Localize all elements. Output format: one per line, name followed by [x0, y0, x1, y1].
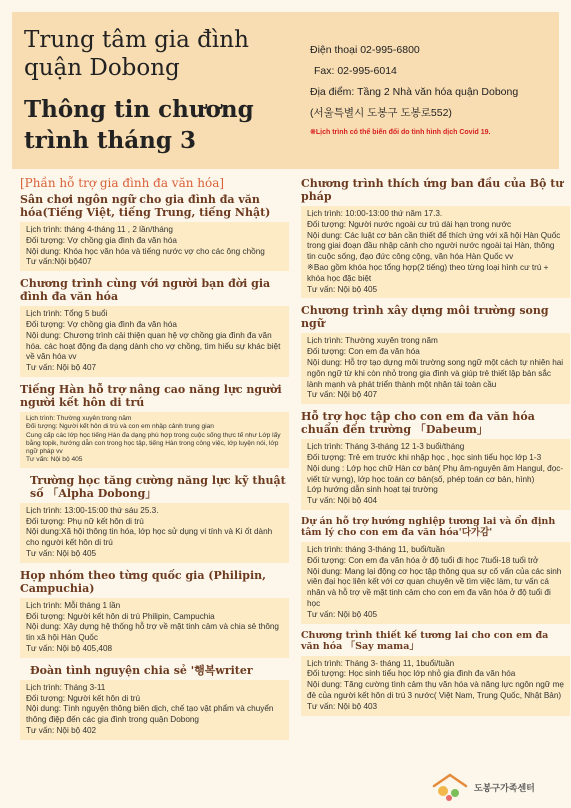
family-center-logo-icon [430, 772, 470, 802]
contact-text: Tư vấn: Nội bộ 407 [26, 363, 97, 373]
family-center-logo [430, 772, 556, 802]
program-partner [20, 277, 289, 377]
center-title: Trung tâm gia đình quận Dobong [24, 27, 249, 81]
schedule-text: Lịch trình: Tháng 3-tháng 12 1-3 buổi/tháng [307, 442, 465, 452]
contact-text: Tư vấn: Nội bộ 403 [307, 701, 378, 711]
address-text: Địa điểm: Tầng 2 Nhà văn hóa quận Dobong [310, 86, 519, 98]
program-title: Chương trình cùng với người bạn đời gia đình đa văn hóa [20, 277, 271, 304]
left-column [20, 177, 289, 746]
fax-text: Fax: 02-995-6014 [314, 65, 397, 77]
schedule-text: Lịch trình: Tháng 3- tháng 11, 1buổi/tuần [307, 658, 455, 668]
target-text: Đối tượng: Học sinh tiểu học lớp nhỏ gia đình đa văn hóa [307, 669, 516, 679]
schedule-text: Lịch trình: tháng 4-tháng 11 , 2 lần/tháng [26, 225, 173, 234]
target-text: Đối tượng: Trẻ em trước khi nhập học , học sinh tiểu học lớp 1-3 [307, 452, 542, 462]
program-details [20, 412, 289, 468]
program-details [301, 656, 570, 716]
program-details [20, 222, 289, 271]
program-details [20, 598, 289, 658]
schedule-text: Lịch trình: Thường xuyên trong năm [26, 414, 132, 422]
program-details [20, 306, 289, 377]
program-details [301, 542, 570, 624]
program-korean [20, 383, 289, 468]
note-text: ※Bao gồm khóa học tổng hợp(2 tiếng) theo từng loại hình cư trú + khóa học đặc biệt [307, 262, 549, 283]
program-title: Đoàn tình nguyện chia sẻ '행복writer [30, 663, 253, 677]
target-text: Đối tượng: Phụ nữ kết hôn di trú [26, 516, 144, 526]
program-volunteer [20, 664, 289, 740]
right-column [301, 177, 570, 722]
program-early-adaptation [301, 177, 570, 298]
address-korean-text: (서울특별시 도봉구 도봉로552) [310, 107, 452, 119]
program-country-group [20, 569, 289, 658]
content-text: Nội dung: Xây dựng hệ thống hỗ trợ về mặt tinh cảm và chia sẻ thông tin xã hội Hàn Quốc [26, 622, 279, 643]
contact-text: Tư vấn: Nội bộ 407 [307, 390, 378, 400]
program-details [301, 206, 570, 298]
program-digital [20, 474, 289, 563]
program-details [301, 439, 570, 510]
content-text: Nội dung: Hỗ trợ tạo dựng môi trường song ngữ một cách tự nhiên hai ngôn ngữ từ khi còn nhỏ trong gia đình và giúp trẻ thiết lập bản sắc lành mạnh và phát triển thành một nhân tài toàn cầu [307, 357, 564, 389]
program-details [20, 503, 289, 563]
program-title: Chương trình thiết kế tương lai cho con em đa văn hóa 「Say mama」 [301, 629, 549, 653]
contact-text: Tư vấn:Nội bộ407 [26, 257, 92, 267]
schedule-text: Lịch trình: 13:00-15:00 thứ sáu 25.3. [26, 505, 159, 515]
target-text: Đối tượng: Vợ chồng gia đình đa văn hóa [26, 235, 177, 245]
program-dabeum [301, 410, 570, 510]
program-title: Thông tin chương trình tháng 3 [24, 96, 254, 154]
schedule-text: Lịch trình: Tổng 5 buổi [26, 309, 108, 319]
covid-note: ※Lịch trình có thể biến đổi do tình hình dịch Covid 19. [310, 129, 491, 136]
target-text: Đối tượng: Con em đa văn hóa ở độ tuổi đi học 7tuổi-18 tuổi trở [307, 555, 539, 565]
target-text: Đối tượng: Người nước ngoài cư trú dài hạn trong nước [307, 219, 512, 229]
target-text: Đối tượng: Con em đa văn hóa [307, 347, 420, 357]
content-text: Nội dung:Xã hội thông tin hóa, lớp học sử dụng vi tính và Ki ốt dành cho người kết hôn di trú [26, 527, 273, 548]
program-bilingual [301, 304, 570, 404]
category-title: [Phần hỗ trợ gia đình đa văn hóa] [20, 176, 225, 190]
contact-text: Tư vấn: Nội bộ 405 [307, 609, 378, 619]
program-title: Dự án hỗ trợ hướng nghiệp tương lai và ổn định tâm lý cho con em đa văn hóa'다가감' [301, 515, 556, 539]
program-title: Chương trình xây dựng môi trường song ngữ [301, 304, 549, 331]
program-title: Tiếng Hàn hỗ trợ nâng cao năng lực người người kết hôn di trú [20, 382, 282, 409]
schedule-text: Lịch trình: tháng 3-tháng 11, buổi/tuần [307, 544, 445, 554]
program-career-support [301, 516, 570, 624]
program-title: Họp nhóm theo từng quốc gia (Philipin, Campuchia) [20, 568, 266, 595]
program-title: Hỗ trợ học tập cho con em đa văn hóa chuẩn đến trường 「Dabeum」 [301, 410, 535, 437]
program-details [20, 680, 289, 740]
content-text-extra: Lớp hướng dẫn sinh hoạt tại trường [307, 485, 438, 495]
contact-text: Tư vấn: Nội bộ 405 [307, 284, 378, 294]
program-title: Trường học tăng cường năng lực kỹ thuật số 「Alpha Dobong」 [30, 473, 286, 500]
program-details [301, 333, 570, 404]
family-center-logo-text: 도봉구가족센터 [474, 783, 535, 793]
schedule-text: Lịch trình: Thường xuyên trong năm [307, 336, 438, 346]
phone-text: Điện thoại 02-995-6800 [310, 44, 420, 56]
content-text: Nội dung: Tăng cường tình cảm thụ văn hóa và năng lực ngôn ngữ mẹ đẻ của người kết hôn di trú 3 nước( Việt Nam, Trung Quốc, Nhật Bản) [307, 680, 564, 700]
content-text: Cung cấp các lớp học tiếng Hàn đa dạng phù hợp trong cuộc sống thực tế như Lớp lấy bằng topik, hướng dẫn con trong học tập, tiếng Hàn trong công việc, lớp luyện nói, lớp ngữ pháp vv [26, 431, 281, 456]
target-text: Đối tượng: Vợ chồng gia đình đa văn hóa [26, 319, 177, 329]
schedule-text: Lịch trình: Mỗi tháng 1 lần [26, 600, 121, 610]
content-text: Nội dung: Mang lại động cơ học tập thông qua sự cố vấn của các sinh viên đại học liên kết với cơ quan chuyên về tìm việc làm, tư vấn cá nhân và hỗ trợ về mặt tinh cảm cho con em đa văn hóa ở độ tuổi đi học [307, 566, 562, 608]
target-text: Đối tượng: Người kết hôn di trú [26, 693, 141, 703]
schedule-text: Lịch trình: 10:00-13:00 thứ năm 17.3. [307, 209, 443, 218]
header-panel [12, 12, 559, 169]
contact-text: Tư vấn: Nội bộ 405 [26, 548, 97, 558]
content-text: Nội dung: Các luật cơ bản cần thiết để thích ứng với xã hội Hàn Quốc trong giai đoạn đầu nhập cảnh cho người nước ngoài tại Hàn, thông tin cuộc sống, đạo đức công cộng, văn hóa Hàn Quốc vv [307, 230, 561, 262]
contact-info [310, 40, 550, 138]
program-title: Sân chơi ngôn ngữ cho gia đình đa văn hóa(Tiếng Việt, tiếng Trung, tiếng Nhật) [20, 193, 271, 219]
schedule-text: Lịch trình: Tháng 3-11 [26, 682, 106, 692]
contact-text: Tư vấn: Nội bộ 404 [307, 496, 378, 506]
contact-text: Tư vấn: Nội bộ 405,408 [26, 643, 113, 653]
target-text: Đối tượng: Người kết hôn di trú và con em nhập cảnh trung gian [26, 423, 214, 431]
content-text: Nội dung: Khóa học văn hóa và tiếng nước vợ cho các ông chồng [26, 246, 265, 256]
target-text: Đối tượng: Người kết hôn di trú Philipin, Campuchia [26, 611, 215, 621]
content-text: Nội dung : Lớp học chữ Hàn cơ bản( Phụ âm-nguyên âm Hangul, đọc-viết từ vựng), lớp học toán cơ bản(số, phép toán cơ bản, hình) [307, 463, 564, 484]
program-say-mama [301, 630, 570, 716]
program-language-playground [20, 193, 289, 271]
contact-text: Tư vấn: Nội bộ 402 [26, 725, 97, 735]
contact-text: Tư vấn: Nội bộ 405 [26, 456, 83, 464]
content-text: Nội dung: Tình nguyện thông biên dịch, chế tạo vật phẩm và chuyển thông điệp đến các gia đình trong quận Dobong [26, 704, 274, 725]
content-text: Nội dung: Chương trình cải thiện quan hệ vợ chồng gia đình đa văn hóa. các hoạt động đa dạng dành cho vợ chồng, tìm hiểu sự khác biệt về văn hóa vv [26, 330, 281, 362]
program-title: Chương trình thích ứng ban đầu của Bộ tư pháp [301, 177, 564, 203]
